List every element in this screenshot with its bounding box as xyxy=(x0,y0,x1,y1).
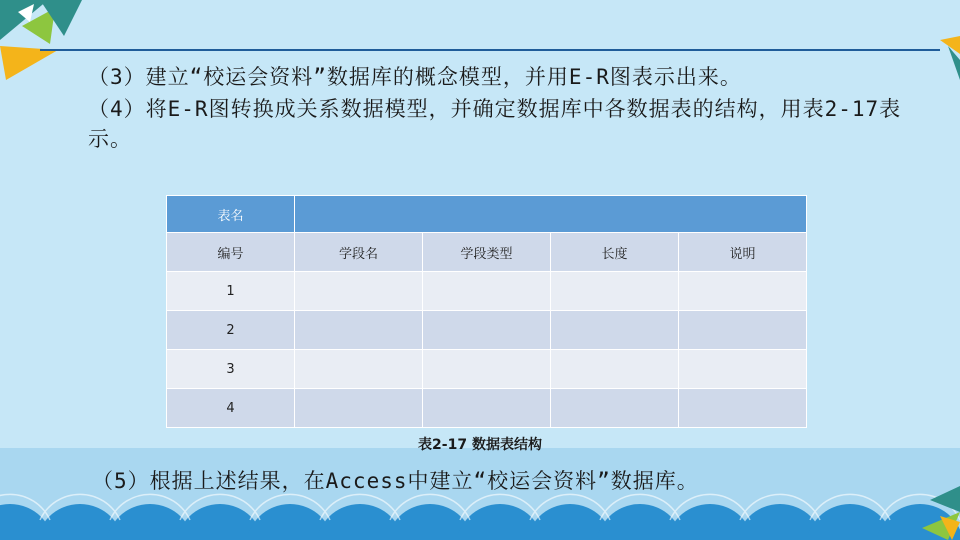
header-field-name: 学段名 xyxy=(295,233,423,272)
table-row xyxy=(167,350,807,389)
table-cell xyxy=(551,311,679,350)
instruction-paragraph-4: （4）将E-R图转换成关系数据模型，并确定数据库中各数据表的结构，用表2-17表示。 xyxy=(88,97,902,151)
data-structure-table xyxy=(166,195,807,428)
table-cell xyxy=(679,272,807,311)
table-cell xyxy=(295,389,423,428)
table-cell xyxy=(295,350,423,389)
table-row xyxy=(167,272,807,311)
table-cell xyxy=(679,350,807,389)
instruction-paragraph-3: （3）建立“校运会资料”数据库的概念模型，并用E-R图表示出来。 xyxy=(88,65,742,89)
table-cell xyxy=(295,311,423,350)
table-cell xyxy=(423,389,551,428)
header-description: 说明 xyxy=(679,233,807,272)
table-caption: 表2-17 数据表结构 xyxy=(418,437,542,453)
header-length: 长度 xyxy=(551,233,679,272)
table-cell: 3 xyxy=(167,350,295,389)
table-cell: 1 xyxy=(167,272,295,311)
header-rule xyxy=(40,49,940,51)
table-name-value xyxy=(295,196,807,233)
table-row xyxy=(167,311,807,350)
table-row xyxy=(167,389,807,428)
table-name-label: 表名 xyxy=(167,196,295,233)
table-cell xyxy=(423,272,551,311)
table-cell xyxy=(295,272,423,311)
table-cell xyxy=(551,389,679,428)
table-cell: 2 xyxy=(167,311,295,350)
instruction-paragraph-5: （5）根据上述结果，在Access中建立“校运会资料”数据库。 xyxy=(92,469,699,493)
table-cell xyxy=(679,389,807,428)
table-cell xyxy=(679,311,807,350)
table-cell xyxy=(423,311,551,350)
header-field-type: 学段类型 xyxy=(423,233,551,272)
table-cell xyxy=(423,350,551,389)
corner-triangle-yellow xyxy=(0,46,58,80)
table-cell xyxy=(551,272,679,311)
table-cell: 4 xyxy=(167,389,295,428)
table-cell xyxy=(551,350,679,389)
table-header-row xyxy=(167,233,807,272)
header-id: 编号 xyxy=(167,233,295,272)
table-title-row xyxy=(167,196,807,233)
